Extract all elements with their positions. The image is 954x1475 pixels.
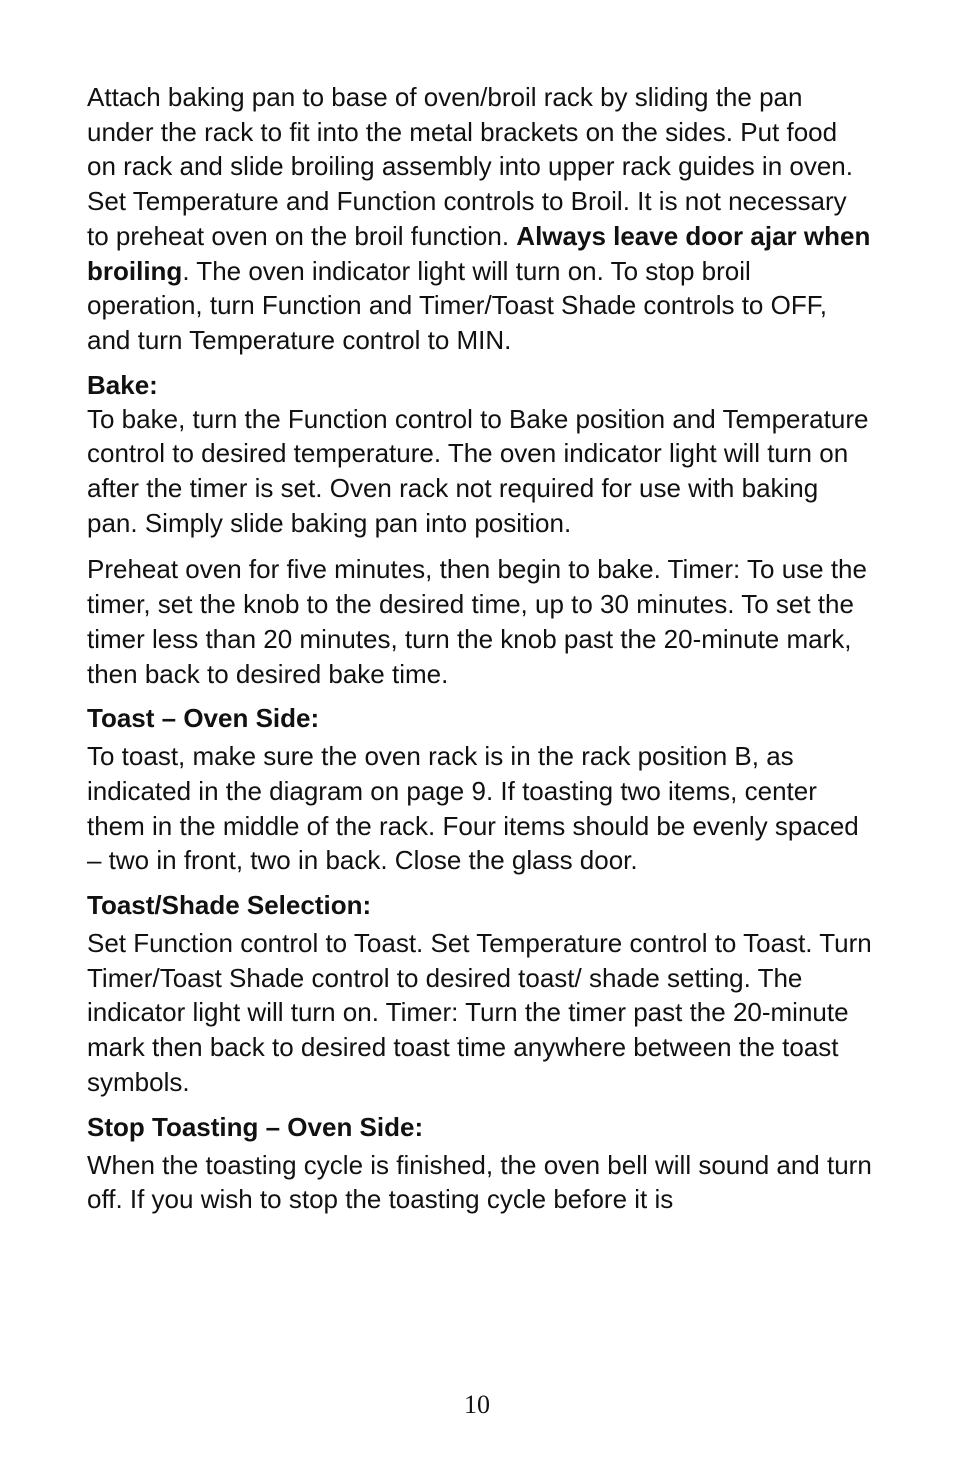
stop-toasting-heading: Stop Toasting – Oven Side: [87,1111,424,1142]
broil-instructions-paragraph [87,80,872,358]
toast-shade-selection-heading: Toast/Shade Selection: [87,890,372,921]
bake-paragraph-2: Preheat oven for five minutes, then begin to bake. Timer: To use the timer, set the knob to the desired time, up to 30 minutes. To set the timer less than 20 minutes, turn the knob past the 20-minute mark, then back to desired bake time. [87,554,867,689]
toast-shade-selection-paragraph: Set Function control to Toast. Set Temperature control to Toast. Turn Timer/Toast Shade control to desired toast/ shade setting. The indicator light will turn on. Timer: Turn the timer past the 20-minute mark then back to desired toast time anywhere between the toast symbols. [87,928,872,1097]
toast-oven-side-heading: Toast – Oven Side: [87,703,320,734]
toast-oven-side-paragraph: To toast, make sure the oven rack is in the rack position B, as indicated in the diagram on page 9. If toasting two items, center them in the middle of the rack. Four items should be evenly spaced – two in front, two in back. Close the glass door. [87,741,859,876]
broil-warning-bold: Always leave door ajar when broiling [87,220,871,286]
broil-text-after: . The oven indicator light will turn on. To stop broil operation, turn Function and Timer/Toast Shade controls to OFF, and turn Temperature control to MIN. [87,255,827,355]
stop-toasting-paragraph: When the toasting cycle is finished, the oven bell will sound and turn off. If you wish to stop the toasting cycle before it is [87,1149,872,1215]
bake-heading: Bake: [87,369,158,400]
bake-paragraph-1: To bake, turn the Function control to Bake position and Temperature control to desired temperature. The oven indicator light will turn on after the timer is set. Oven rack not required for use with baking pan. Simply slide baking pan into position. [87,403,869,538]
page-number: 10 [464,1390,490,1419]
page-body [87,80,872,1217]
broil-text-before: Attach baking pan to base of oven/broil rack by sliding the pan under the rack to fit into the metal brackets on the sides. Put food on rack and slide broiling assembly into upper rack guides in oven. Set Temperature and Function controls to Broil. It is not necessary to preheat oven on the broil function. [87,82,853,251]
